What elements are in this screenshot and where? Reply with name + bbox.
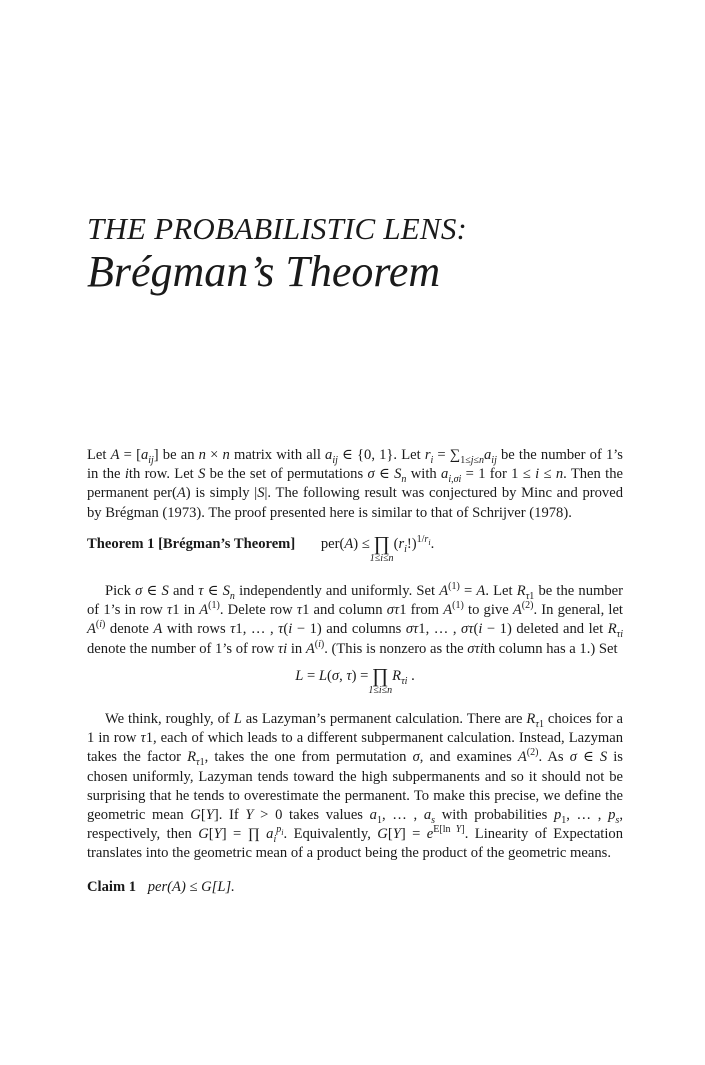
intro-paragraph: Let $A = [a_{ij}]$ be an n × n matrix with all $a_{ij}$ ∈ {0, 1}. Let $r_i = \sum_{1\le j\le n}a_{ij}$ be the number of 1’s in the ith row. Let S be the set of permutations σ ∈ $S_n$ with $a_{i,\sigma i} = 1$ for 1 ≤ i ≤ n. Then the permanent per(A) is simply |S|. The following result was conjectured by Minc and proved by Brégman (1973). The proof presented here is similar to that of Schrijver (1978). — [87, 447, 624, 521]
chapter-title: Brégman’s Theorem — [87, 247, 441, 296]
section-kicker: THE PROBABILISTIC LENS: — [87, 211, 468, 246]
theorem-statement — [87, 532, 623, 568]
product-operator: ∏ 1≤i≤n — [369, 532, 394, 564]
claim-statement — [87, 878, 623, 897]
theorem-formula: per(A) ≤ ∏ 1≤i≤n $(r_i!)^{1/r_i}$. — [321, 536, 434, 552]
claim-label: Claim 1 — [87, 878, 137, 895]
claim-formula: per(A) ≤ G[L]. — [147, 878, 235, 895]
proof-paragraph: Pick σ ∈ S and τ ∈ $S_n$ independently and uniformly. Set $A^{(1)} = A$. Let $R_{\tau 1}$ be the number of 1’s in row τ1 in $A^{(1)}$. Delete row τ1 and column στ1 from $A^{(1)}$ to give $A^{(2)}$. In general, let $A^{(i)}$ denote A with rows τ1, … , τ(i − 1) and columns στ1, … , στ(i − 1) deleted and let $R_{\tau i}$ denote the number of 1’s of row τi in $A^{(i)}$. (This is nonzero as the στith column has a 1.) Set — [87, 581, 623, 657]
product-operator: ∏ 1≤i≤n — [368, 664, 393, 696]
lazyman-paragraph: We think, roughly, of L as Lazyman’s permanent calculation. There are $R_{\tau 1}$ choices for a 1 in row τ1, each of which leads to a different subpermanent calculation. Instead, Lazyman takes the factor $R_{\tau 1}$, takes the one from permutation σ, and examines $A^{(2)}$. As σ ∈ S is chosen uniformly, Lazyman tends toward the high subpermanents and so it should not be surprising that he tends to overestimate the permanent. To make this precise, we define the geometric mean G[Y]. If Y > 0 takes values $a_1$, … , $a_s$ with probabilities $p_1$, … , $p_s$, respectively, then G[Y] = ∏ $a_i^{p_i}$. Equivalently, $G[Y] = e^{E[ln Y]}$. Linearity of Expectation translates into the geometric mean of a product being the product of the geometric means. — [87, 711, 624, 862]
theorem-label: Theorem 1 [Brégman’s Theorem] — [87, 535, 296, 552]
body-text — [87, 446, 623, 897]
display-equation: L = L(σ, τ) = ∏ 1≤i≤n $R_{\tau i}$ . — [87, 667, 623, 700]
